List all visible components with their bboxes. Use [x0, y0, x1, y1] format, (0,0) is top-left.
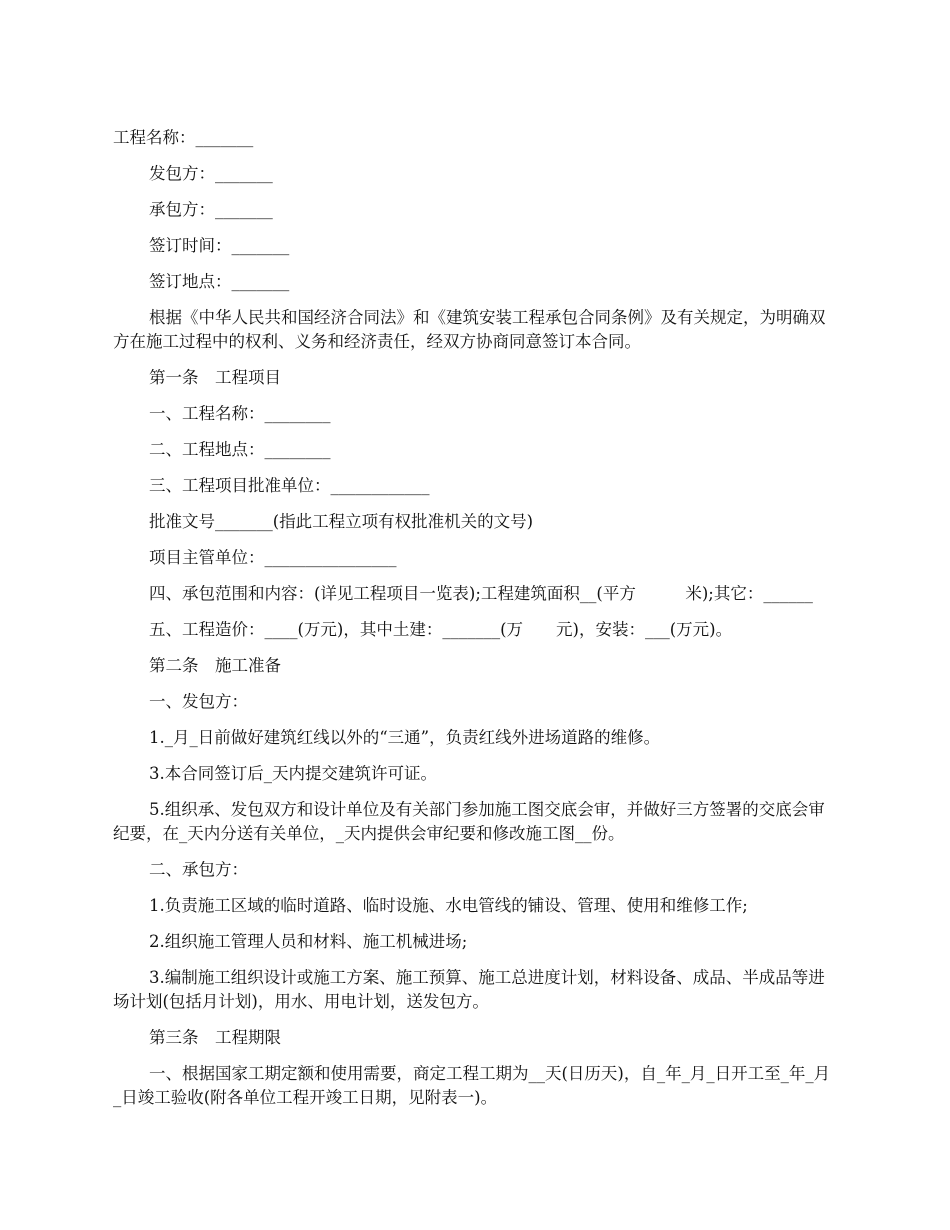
article-1-item-5: 五、工程造价：____(万元)，其中土建：_______(万 元)，安装：___(万元)。	[149, 620, 733, 639]
article-2-employer-heading: 一、发包方：	[149, 692, 248, 711]
project-name-line: 工程名称：_______	[113, 128, 254, 147]
signing-place-line: 签订地点：_______	[149, 272, 290, 291]
article-2-contractor-heading: 二、承包方：	[149, 860, 248, 879]
article-3-heading: 第三条 工程期限	[149, 1028, 281, 1047]
article-2-contractor-item-2: 2.组织施工管理人员和材料、施工机械进场;	[149, 932, 468, 951]
contractor-line: 承包方：_______	[149, 200, 273, 219]
article-3-item-1: 一、根据国家工期定额和使用需要，商定工程工期为__天(日历天)，自_年_月_日开工至_年_月_日竣工验收(附各单位工程开竣工日期，见附表一)。	[113, 1064, 831, 1107]
employer-line: 发包方：_______	[149, 164, 273, 183]
article-2-employer-item-3: 3.本合同签订后_天内提交建筑许可证。	[149, 764, 437, 783]
article-1-item-2: 二、工程地点：________	[149, 440, 331, 459]
article-1-heading: 第一条 工程项目	[149, 368, 281, 387]
supervising-unit-line: 项目主管单位：________________	[149, 548, 397, 567]
approval-number-line: 批准文号_______(指此工程立项有权批准机关的文号)	[149, 512, 534, 531]
article-1-item-3: 三、工程项目批准单位：____________	[149, 476, 430, 495]
article-2-employer-item-1: 1._月_日前做好建筑红线以外的“三通”，负责红线外进场道路的维修。	[149, 728, 661, 747]
article-2-employer-item-5: 5.组织承、发包双方和设计单位及有关部门参加施工图交底会审，并做好三方签署的交底会审纪要，在_天内分送有关单位，_天内提供会审纪要和修改施工图__份。	[113, 800, 825, 843]
signing-date-line: 签订时间：_______	[149, 236, 290, 255]
article-2-heading: 第二条 施工准备	[149, 656, 281, 675]
preamble-paragraph: 根据《中华人民共和国经济合同法》和《建筑安装工程承包合同条例》及有关规定，为明确双方在施工过程中的权利、义务和经济责任，经双方协商同意签订本合同。	[113, 308, 826, 351]
document-body	[113, 126, 835, 1122]
article-2-contractor-item-1: 1.负责施工区域的临时道路、临时设施、水电管线的铺设、管理、使用和维修工作;	[149, 896, 748, 915]
article-2-contractor-item-3: 3.编制施工组织设计或施工方案、施工预算、施工总进度计划，材料设备、成品、半成品等进场计划(包括月计划)，用水、用电计划，送发包方。	[113, 968, 825, 1011]
article-1-item-4: 四、承包范围和内容：(详见工程项目一览表);工程建筑面积__(平方 米);其它：______	[149, 584, 813, 603]
article-1-item-1: 一、工程名称：________	[149, 404, 331, 423]
